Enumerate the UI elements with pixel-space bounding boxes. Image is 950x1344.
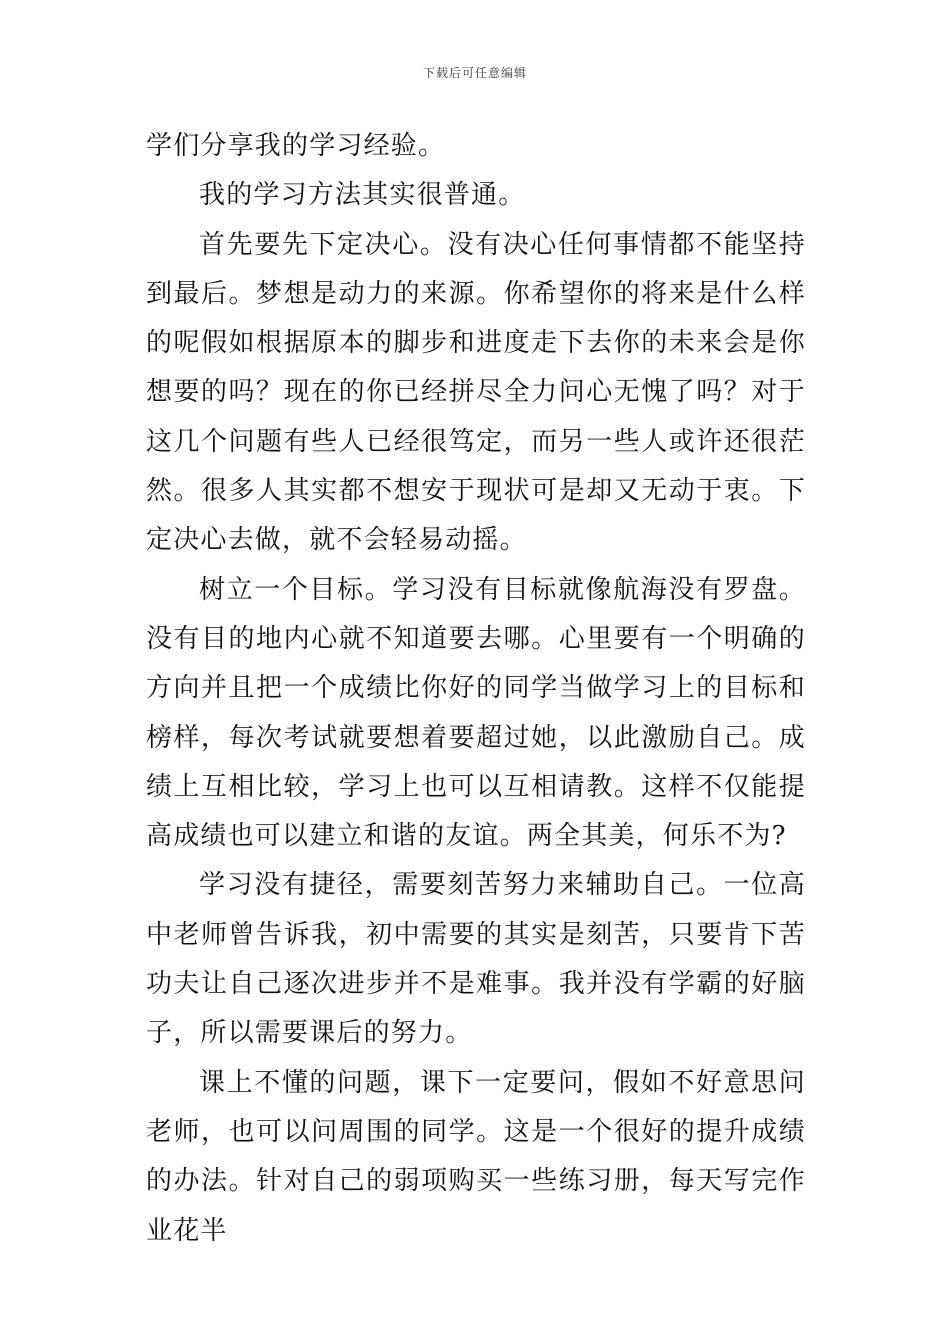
- paragraph-hard-work: 学习没有捷径，需要刻苦努力来辅助自己。一位高中老师曾告诉我，初中需要的其实是刻苦，只要肯下苦功夫让自己逐次进步并不是难事。我并没有学霸的好脑子，所以需要课后的努力。: [146, 870, 806, 1049]
- paragraph-ask-questions: 课上不懂的问题，课下一定要问，假如不好意思问老师，也可以问周围的同学。这是一个很好的提升成绩的办法。针对自己的弱项购买一些练习册，每天写完作业花半: [146, 1067, 806, 1246]
- paragraph-goal: 树立一个目标。学习没有目标就像航海没有罗盘。没有目的地内心就不知道要去哪。心里要有一个明确的方向并且把一个成绩比你好的同学当做学习上的目标和榜样，每次考试就要想着要超过她，以此激励自己。成绩上互相比较，学习上也可以互相请教。这样不仅能提高成绩也可以建立和谐的友谊。两全其美，何乐不为?: [146, 574, 806, 852]
- page-header: 下载后可任意编辑: [422, 66, 527, 80]
- paragraph-continuation: 学们分享我的学习经验。: [146, 131, 446, 161]
- body-text: [146, 122, 806, 1256]
- paragraph-study-method: 我的学习方法其实很普通。: [199, 180, 526, 211]
- paragraph-determination: 首先要先下定决心。没有决心任何事情都不能坚持到最后。梦想是动力的来源。你希望你的将来是什么样的呢假如根据原本的脚步和进度走下去你的未来会是你想要的吗？现在的你已经拼尽全力问心无愧了吗？对于这几个问题有些人已经很笃定，而另一些人或许还很茫然。很多人其实都不想安于现状可是却又无动于衷。下定决心去做，就不会轻易动摇。: [146, 229, 806, 556]
